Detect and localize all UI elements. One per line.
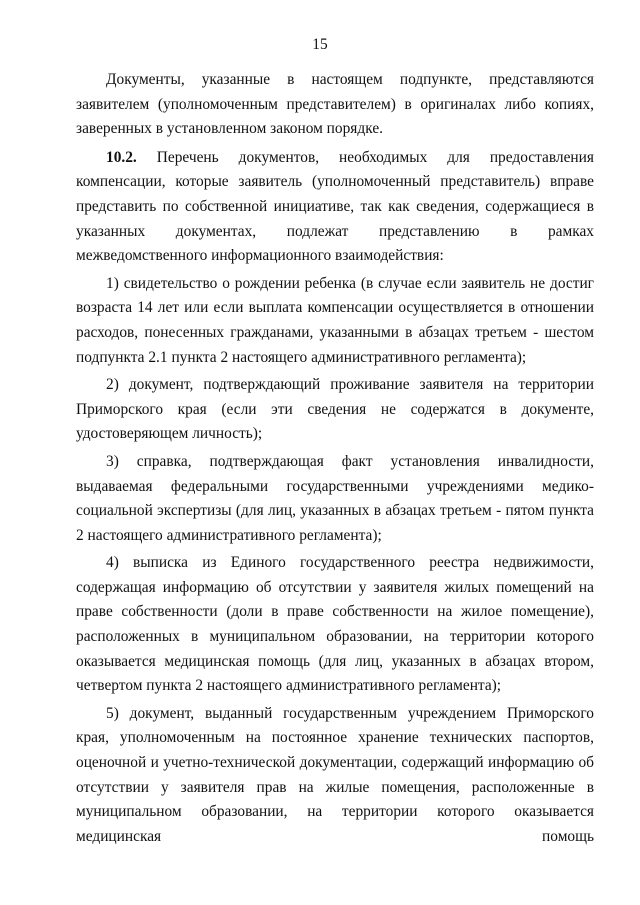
intro-paragraph: Документы, указанные в настоящем подпункте, представляются заявителем (уполномоченным представителем) в оригиналах либо копиях, заверенных в установленном законом порядке.	[76, 71, 594, 138]
document-body	[76, 68, 594, 852]
section-text: Перечень документов, необходимых для предоставления компенсации, которые заявитель (уполномоченный представитель) вправе представить по собственной инициативе, так как сведения, содержащиеся в указанных документах, подлежат представлению в рамках межведомственного информационного взаимодействия:	[76, 148, 594, 265]
section-number: 10.2.	[106, 148, 137, 166]
section-paragraph	[76, 146, 594, 269]
list-item-2: 2) документ, подтверждающий проживание заявителя на территории Приморского края (если эти сведения не содержатся в документе, удостоверяющем личность);	[76, 376, 594, 443]
list-item-5: 5) документ, выданный государственным учреждением Приморского края, уполномоченным на постоянное хранение технических паспортов, оценочной и учетно-технической документации, содержащий информацию об отсутствии у заявителя прав на жилые помещения, расположенные в муниципальном образовании, на территории которого оказывается медицинская помощь	[76, 704, 594, 845]
page-number: 15	[312, 36, 328, 53]
list-item-3: 3) справка, подтверждающая факт установления инвалидности, выдаваемая федеральными государственными учреждениями медико-социальной экспертизы (для лиц, указанных в абзацах третьем - пятом пункта 2 настоящего административного регламента);	[76, 452, 594, 544]
list-item-1: 1) свидетельство о рождении ребенка (в случае если заявитель не достиг возраста 14 лет или если выплата компенсации осуществляется в отношении расходов, понесенных гражданами, указанными в абзацах третьем - шестом подпункта 2.1 пункта 2 настоящего административного регламента);	[76, 274, 594, 366]
list-item-4: 4) выписка из Единого государственного реестра недвижимости, содержащая информацию об отсутствии у заявителя жилых помещений на праве собственности (доли в праве собственности на жилое помещение), расположенных в муниципальном образовании, на территории которого оказывается медицинская помощь (для лиц, указанных в абзацах втором, четвертом пункта 2 настоящего административного регламента);	[76, 554, 594, 695]
